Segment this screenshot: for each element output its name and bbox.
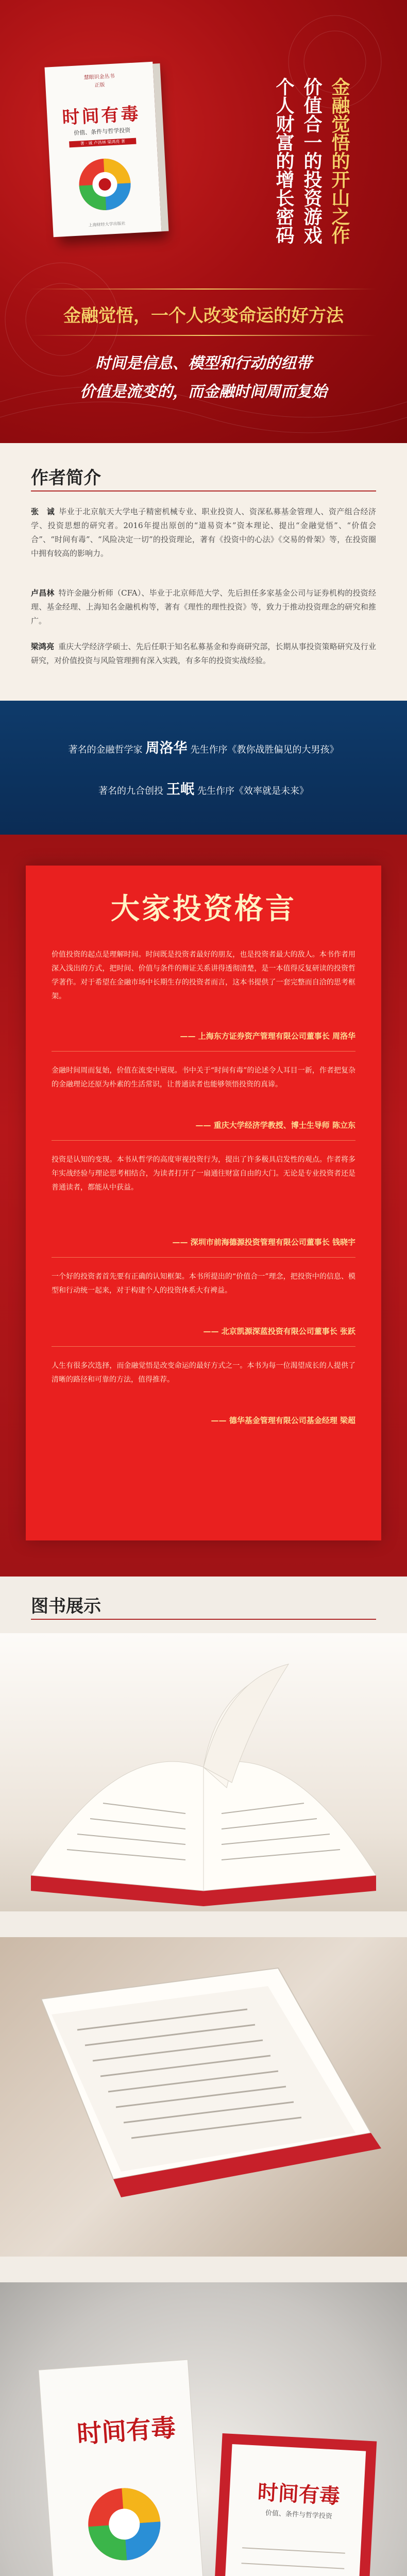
rec-suffix: 先生作序《效率就是未来》 (197, 786, 309, 796)
rec-name: 周洛华 (145, 740, 188, 756)
recommendation-band (0, 701, 407, 835)
author-name: 卢昌林 (31, 588, 55, 598)
quote-text: 人生有很多次选择，而金融觉悟是改变命运的最好方式之一。本书为每一位渴望成长的人提供了清晰的路径和可靠的方法，值得推荐。 (52, 1362, 355, 1384)
rec-suffix: 先生作序《教你战胜偏见的大男孩》 (190, 744, 339, 755)
book-series: 慧眼识金丛书 (83, 73, 115, 81)
book-cover[interactable] (45, 62, 162, 238)
hero-slogan-2: 价值是流变的，而金融时间周而复始 (80, 383, 327, 401)
author-name: 梁鸿亮 (31, 642, 55, 651)
hero-tagline: 金融觉悟，一个人改变命运的好方法 (63, 306, 344, 326)
quote-text: 金融时间周而复始，价值在流变中展现。书中关于“时间有毒”的论述令人耳目一新，作者把复杂的金融理论还原为朴素的生活常识，让普通读者也能够领悟投资的真谛。 (52, 1066, 355, 1089)
rec-name: 王岷 (166, 782, 194, 798)
hero-banner (0, 0, 407, 443)
quote-text: 一个好的投资者首先要有正确的认知框架。本书所提出的“价值合一”理念，把投资中的信息、模型和行动统一起来，对于构建个人的投资体系大有裨益。 (52, 1273, 355, 1295)
author-bio (31, 505, 376, 561)
quote-text: 价值投资的起点是理解时间。时间既是投资者最好的朋友，也是投资者最大的敌人。本书作者用深入浅出的方式，把时间、价值与条件的辩证关系讲得透彻清楚，是一本值得反复研读的投资哲学著作。对于希望在金融市场中长期生存的投资者而言，这本书提供了一套完整而自洽的思考框架。 (52, 951, 355, 1001)
author-bio-text: 重庆大学经济学硕士、先后任职于知名私募基金和券商研究部，长期从事投资策略研究及行业研究，对价值投资与风险管理拥有深入实践，有多年的投资实战经验。 (31, 642, 376, 665)
recommendation-line-2 (0, 778, 407, 798)
divider (31, 335, 376, 336)
authors-section (0, 443, 407, 701)
vertical-line-1: 金融觉悟的开山之作 (329, 77, 350, 244)
quotes-section (0, 835, 407, 1577)
rec-prefix: 著名的九合创投 (98, 786, 163, 796)
hero-slogan-1: 时间是信息、模型和行动的纽带 (95, 354, 312, 372)
quote-signature: —— 北京凯源深蓝投资有限公司董事长 张跃 (203, 1327, 355, 1336)
quotes-panel (26, 866, 381, 1540)
book-title: 时间有毒 (61, 104, 141, 129)
book-publisher: 上海财经大学出版社 (88, 221, 126, 228)
book-subtitle: 价值、条件与哲学投资 (73, 127, 131, 137)
vertical-line-3: 个人财富的增长密码 (273, 77, 295, 244)
divider (52, 1346, 355, 1347)
divider (52, 1051, 355, 1052)
author-bio-text: 毕业于北京航天大学电子精密机械专业、职业投资人、资深私募基金管理人、资产组合经济学、投资思想的研究者。2016年提出原创的“道易资本”资本理论、提出“金融觉悟”、“价值会合”、“时间有毒”、“风险决定一切”的投资理论，著有《投资中的心法》《交易的骨架》等，在投资圈中拥有较高的影响力。 (31, 507, 376, 558)
divider (52, 1257, 355, 1258)
section-title: 作者简介 (31, 468, 101, 488)
book-series-sub: 正版 (94, 82, 105, 89)
display-book-title: 时间有毒 (76, 2413, 177, 2449)
color-wheel-icon (76, 156, 133, 213)
rec-prefix: 著名的金融哲学家 (68, 744, 143, 755)
author-name: 张 诚 (31, 507, 55, 516)
divider (31, 289, 376, 290)
book-showcase-section (0, 1577, 407, 2576)
book-authors: 著 · 诚 卢昌林 梁鸿亮 著 (80, 139, 126, 146)
quotes-title: 大家投资格言 (111, 892, 296, 926)
section-underline (31, 490, 376, 492)
divider (52, 1140, 355, 1141)
section-underline (31, 1619, 376, 1620)
open-book-illustration (0, 1633, 407, 1911)
book-open-photo[interactable] (0, 1633, 407, 1911)
quote-signature: —— 德华基金管理有限公司基金经理 梁超 (211, 1416, 355, 1425)
book-display-photo[interactable] (0, 2282, 407, 2576)
display-book-title-2: 时间有毒 (257, 2480, 341, 2509)
vertical-line-2: 价值合一的投资游戏 (301, 77, 323, 244)
recommendation-line-1 (0, 737, 407, 757)
section-title: 图书展示 (31, 1596, 101, 1617)
author-bio (31, 640, 376, 668)
display-book-subtitle: 价值、条件与哲学投资 (265, 2509, 333, 2521)
quote-text: 投资是认知的变现。本书从哲学的高度审视投资行为，提出了许多极具启发性的观点。作者将多年实战经验与理论思考相结合，为读者打开了一扇通往财富自由的大门。无论是专业投资者还是普通读者，都能从中获益。 (52, 1156, 355, 1192)
author-bio-text: 特许金融分析师（CFA）、毕业于北京师范大学、先后担任多家基金公司与证券机构的投资经理、基金经理、上海知名金融机构等，著有《理性的理性投资》等，致力于推动投资理念的研究和推广。 (31, 588, 376, 625)
quote-signature: —— 深圳市前海德源投资管理有限公司董事长 钱晓宇 (172, 1238, 355, 1247)
book-stack-photo[interactable] (0, 1937, 407, 2257)
author-bio (31, 586, 376, 628)
quote-signature: —— 上海东方证券资产管理有限公司董事长 周洛华 (180, 1031, 355, 1041)
quote-signature: —— 重庆大学经济学教授、博士生导师 陈立东 (195, 1121, 355, 1130)
stacked-books-illustration (0, 1937, 407, 2257)
